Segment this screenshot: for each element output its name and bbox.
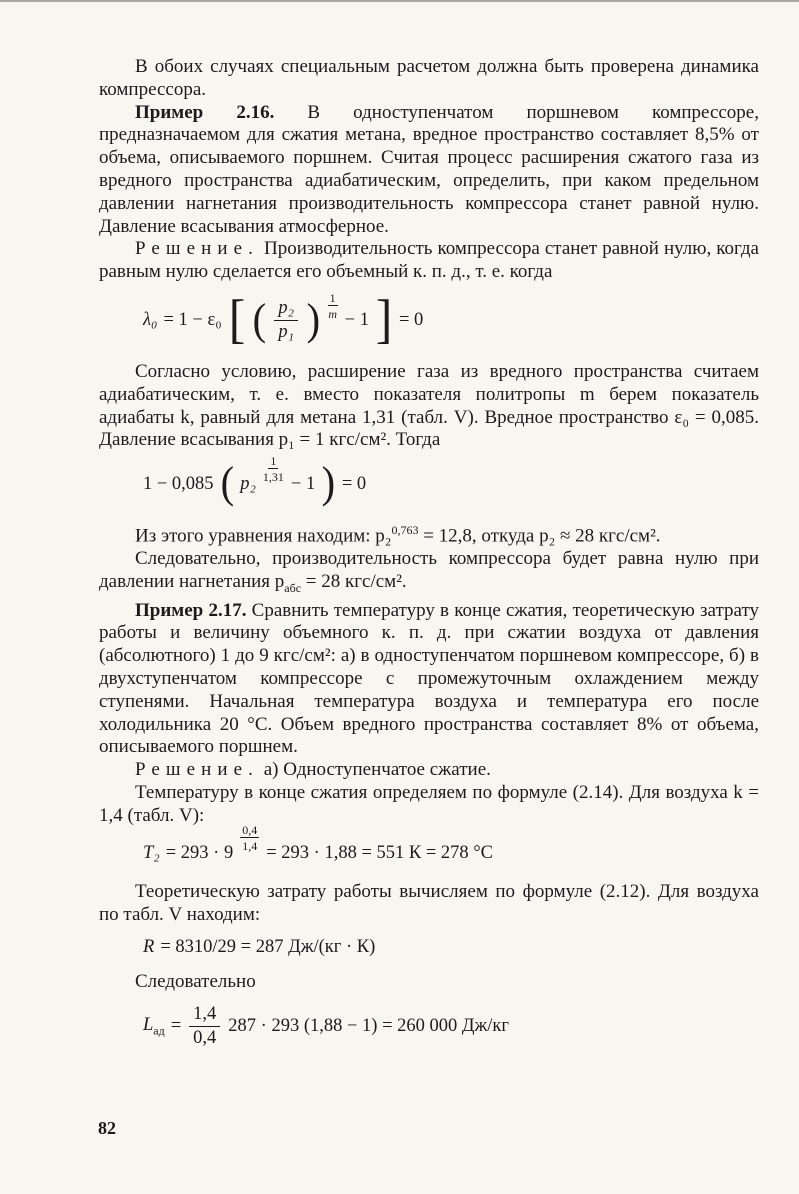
lambda-term: λ₀ [143, 310, 158, 331]
work-symbol-group [143, 1015, 165, 1039]
paragraph-work-calc: Теоретическую затрату работы вычисляем по формуле (2.12). Для воздуха по табл. V находим: [99, 881, 759, 926]
exponent-denominator: m [328, 306, 337, 321]
conclusion-text-b: = 28 кгс/см². [301, 571, 407, 593]
minus-one-term: − 1 [290, 473, 316, 494]
paragraph-temperature-calc: Температуру в конце сжатия определяем по формуле (2.14). Для воздуха k = 1,4 (табл. V): [99, 782, 759, 826]
temperature-result: = 293 · 1,88 = 551 К = 278 °C [266, 842, 494, 863]
open-paren: ( [220, 458, 234, 508]
conclusion-text-a: Следовательно, производительность компрессора будет равна нулю при давлении нагнетания p [99, 548, 759, 593]
exponent-numerator: 1 [270, 453, 277, 468]
open-square-bracket: [ [228, 288, 245, 349]
equals-sign: = [170, 1016, 182, 1037]
close-paren: ) [306, 294, 321, 344]
work-result: 287 · 293 (1,88 − 1) = 260 000 Дж/кг [228, 1016, 510, 1037]
exponent-numerator: 0,4 [242, 822, 258, 837]
work-subscript: ад [153, 1023, 165, 1038]
exponent-denominator: 1,4 [242, 839, 258, 854]
paragraph-intro: В обоих случаях специальным расчетом должна быть проверена динамика компрессора. [99, 56, 759, 100]
paragraph-solution-1 [99, 238, 759, 284]
page-text-column [99, 56, 759, 1062]
formula-temperature [143, 822, 759, 869]
gas-constant-value: = 8310/29 = 287 Дж/(кг · К) [160, 937, 376, 958]
exponent-fraction [240, 823, 259, 854]
exponent-fraction [328, 291, 338, 322]
open-paren: ( [252, 294, 266, 344]
close-square-bracket: ] [375, 288, 393, 349]
formula-adiabatic-work [143, 1004, 759, 1050]
exponent-denominator: 1,31 [262, 470, 284, 485]
paragraph-example-2-17 [99, 600, 759, 760]
paragraph-given-conditions: Согласно условию, расширение газа из вредного пространства считаем адиабатическим, т. е. вместо показателя политропы m берем показатель адиабаты k, равный для метана 1,31 (табл. V). Вредное пространство ε₀ = 0,085. Давление всасывания p₁ = 1 кгс/см². Тогда [99, 360, 759, 451]
work-symbol: L [143, 1014, 154, 1035]
temperature-symbol: T₂ [143, 842, 160, 863]
example-2-17-label: Пример 2.17. [135, 599, 247, 621]
close-paren: ) [321, 458, 336, 508]
gas-constant-symbol: R [143, 937, 155, 958]
solution-1-label: Решение. [135, 238, 259, 260]
solution-1-body: Производительность компрессора станет равной нулю, когда равным нулю сделается его объемный к. п. д., т. е. когда [99, 238, 759, 283]
exponent-fraction [263, 454, 284, 485]
solution-2-body: а) Одноступенчатое сжатие. [258, 759, 491, 781]
equals-zero: = 0 [341, 473, 367, 494]
minus-one-term: − 1 [344, 310, 369, 331]
result-exponent: 0,763 [391, 523, 419, 538]
example-2-17-body: Сравнить температуру в конце сжатия, теоретическую затрату работы и величину объемного к. п. д. при сжатии воздуха от давления (абсолютного) 1 до 9 кгс/см²: а) в одноступенчатом поршневом компрессоре, б) в двухступенчатом компрессоре с промежуточным охлаждением между ступенями. Начальная температура воздуха и температура его после холодильника 20 °C. Объем вредного пространства составляет 8% от объема, описываемого поршнем. [99, 599, 759, 758]
paragraph-conclusion-1 [99, 548, 759, 599]
result-text-a: Из этого уравнения находим: p₂ [135, 525, 392, 547]
example-2-16-body: В одноступенчатом поршневом компрессоре, предназначаемом для сжатия метана, вредное пространство составляет 8,5% от объема, описываемого поршнем. Считая процесс расширения сжатого газа из вредного пространства адиабатическим, определить, при каком предельном давлении нагнетания производительность компрессора станет равной нулю. Давление всасывания атмосферное. [99, 101, 759, 237]
solution-2-label: Решение. [135, 759, 259, 781]
formula-pressure-equation [143, 453, 759, 508]
exponent-numerator: 1 [329, 290, 336, 305]
scan-top-edge [0, 0, 799, 2]
k-ratio-fraction [189, 1004, 220, 1050]
paragraph-example-2-16 [99, 102, 759, 239]
formula-volumetric-efficiency [143, 288, 759, 349]
equals-zero: = 0 [398, 310, 424, 331]
fraction-denominator: 0,4 [193, 1028, 217, 1049]
formula-gas-constant [143, 937, 759, 958]
example-2-16-label: Пример 2.16. [135, 101, 275, 123]
paragraph-hence: Следовательно [135, 971, 256, 993]
conclusion-subscript: абс [284, 580, 302, 595]
fraction-denominator: p₁ [278, 322, 294, 343]
temperature-pre: = 293 · 9 [165, 842, 234, 863]
result-text-b: = 12,8, откуда p₂ ≈ 28 кгс/см². [418, 525, 661, 547]
paragraph-equation-result [99, 519, 759, 548]
fraction-numerator: p₂ [274, 298, 298, 321]
pressure-lhs: 1 − 0,085 [143, 473, 214, 494]
page-number: 82 [98, 1118, 116, 1138]
pressure-base: p₂ [240, 473, 256, 494]
pressure-ratio-fraction [274, 298, 298, 344]
fraction-numerator: 1,4 [189, 1004, 220, 1027]
paragraph-solution-2 [99, 759, 759, 782]
lambda-equality: = 1 − ε₀ [163, 310, 222, 331]
